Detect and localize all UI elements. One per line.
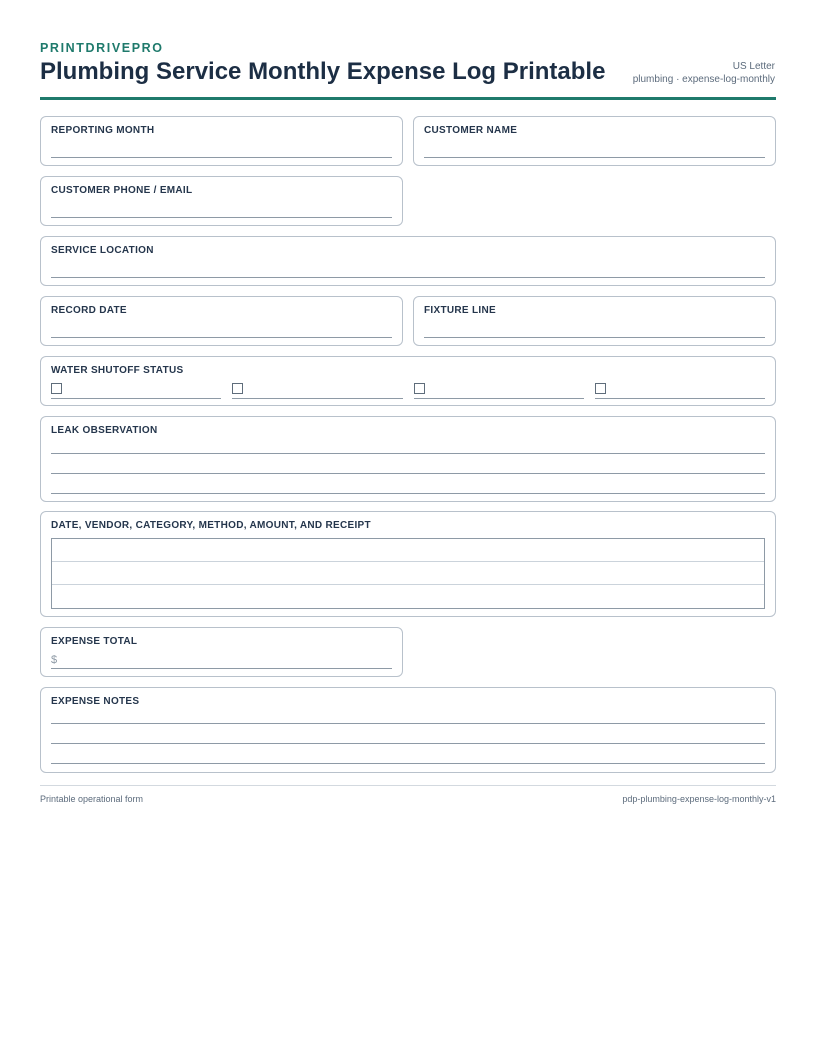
checkbox[interactable] xyxy=(51,383,62,394)
expense-total-field[interactable] xyxy=(40,627,403,677)
reporting-month-line xyxy=(51,157,392,158)
water-shutoff-field xyxy=(40,356,776,406)
writing-line xyxy=(51,743,765,744)
water-shutoff-options xyxy=(51,382,765,399)
reporting-month-label: REPORTING MONTH xyxy=(51,125,155,136)
expense-total-line xyxy=(51,668,392,669)
record-date-field[interactable] xyxy=(40,296,403,346)
record-date-line xyxy=(51,337,392,338)
writing-line xyxy=(51,453,765,454)
fixture-line-label: FIXTURE LINE xyxy=(424,305,496,316)
footer-left-text: Printable operational form xyxy=(40,794,144,804)
form-tags: plumbing · expense-log-monthly xyxy=(632,74,775,85)
checkbox[interactable] xyxy=(232,383,243,394)
expense-total-label: EXPENSE TOTAL xyxy=(51,636,138,647)
writing-line xyxy=(51,723,765,724)
footer-rule xyxy=(40,785,776,786)
expense-table-label: DATE, VENDOR, CATEGORY, METHOD, AMOUNT, AND RECEIPT xyxy=(51,520,371,531)
service-location-field[interactable] xyxy=(40,236,776,286)
page-title: Plumbing Service Monthly Expense Log Printable xyxy=(40,58,606,85)
fixture-line-line xyxy=(424,337,765,338)
customer-name-line xyxy=(424,157,765,158)
customer-name-label: CUSTOMER NAME xyxy=(424,125,518,136)
leak-observation-label: LEAK OBSERVATION xyxy=(51,425,158,436)
writing-line xyxy=(51,473,765,474)
table-row[interactable] xyxy=(52,539,764,562)
reporting-month-field[interactable] xyxy=(40,116,403,166)
expense-notes-field[interactable] xyxy=(40,687,776,773)
expense-table-field xyxy=(40,511,776,617)
fixture-line-field[interactable] xyxy=(413,296,776,346)
checkbox[interactable] xyxy=(595,383,606,394)
page-meta xyxy=(633,60,775,86)
water-shutoff-option[interactable] xyxy=(232,382,402,399)
water-shutoff-label: WATER SHUTOFF STATUS xyxy=(51,365,184,376)
footer-form-id: pdp-plumbing-expense-log-monthly-v1 xyxy=(622,794,776,804)
water-shutoff-option[interactable] xyxy=(414,382,584,399)
leak-observation-field[interactable] xyxy=(40,416,776,502)
customer-name-field[interactable] xyxy=(413,116,776,166)
currency-symbol: $ xyxy=(51,654,58,666)
service-location-label: SERVICE LOCATION xyxy=(51,245,154,256)
water-shutoff-option[interactable] xyxy=(51,382,221,399)
customer-contact-label: CUSTOMER PHONE / EMAIL xyxy=(51,185,193,196)
checkbox[interactable] xyxy=(414,383,425,394)
water-shutoff-option[interactable] xyxy=(595,382,765,399)
writing-line xyxy=(51,493,765,494)
header-rule xyxy=(40,97,776,100)
customer-contact-line xyxy=(51,217,392,218)
brand-name: PRINTDRIVEPRO xyxy=(40,41,164,55)
writing-line xyxy=(51,763,765,764)
customer-contact-field[interactable] xyxy=(40,176,403,226)
expense-notes-label: EXPENSE NOTES xyxy=(51,696,140,707)
paper-size: US Letter xyxy=(732,61,775,72)
expense-table xyxy=(51,538,765,609)
record-date-label: RECORD DATE xyxy=(51,305,127,316)
table-row[interactable] xyxy=(52,585,764,608)
table-row[interactable] xyxy=(52,562,764,585)
service-location-line xyxy=(51,277,765,278)
